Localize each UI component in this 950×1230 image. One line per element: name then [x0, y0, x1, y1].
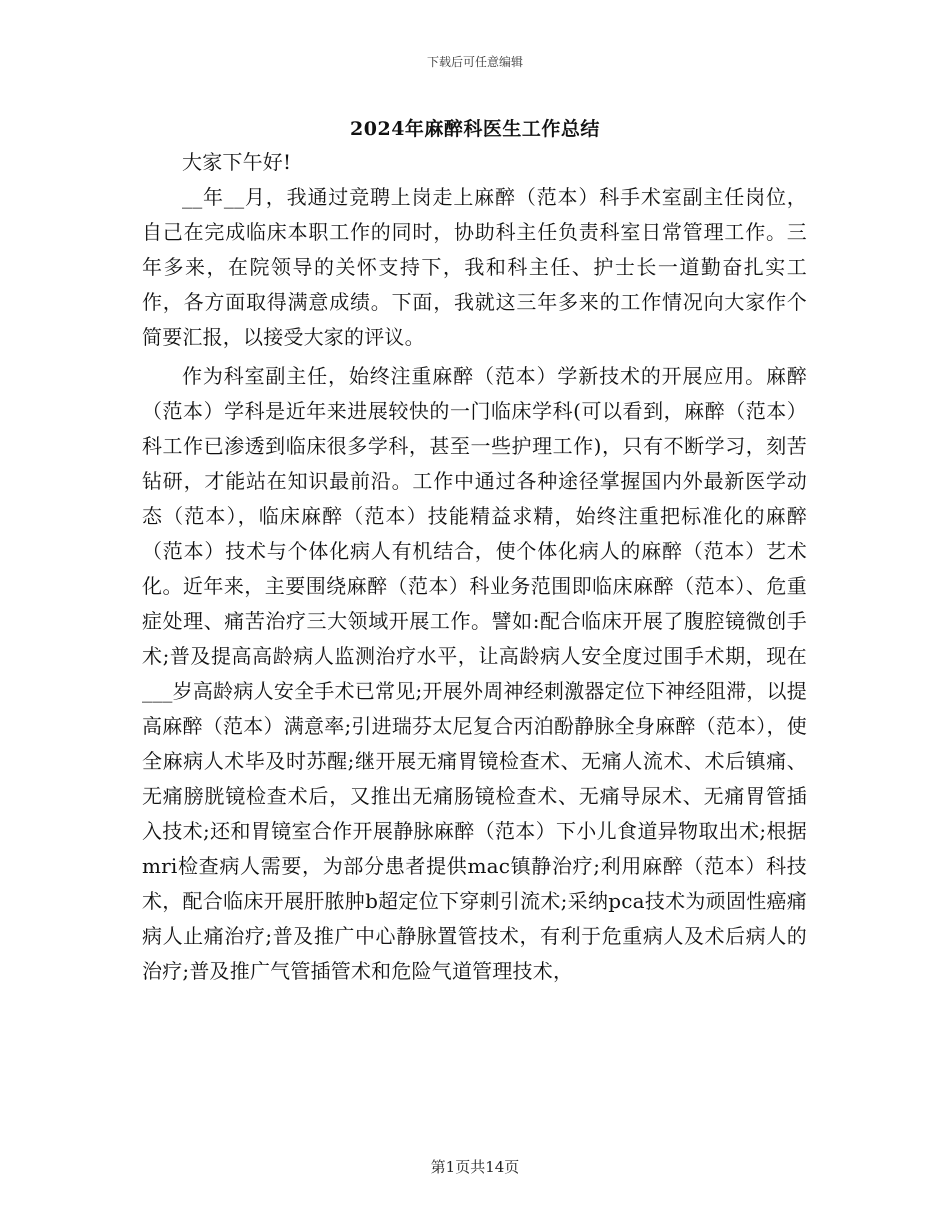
page-number: 第1页共14页 — [430, 1158, 520, 1176]
document-title: 2024年麻醉科医生工作总结 — [350, 118, 600, 140]
paragraph-greeting: 大家下午好! — [182, 150, 292, 174]
paragraph-new-technology: 作为科室副主任，始终注重麻醉（范本）学新技术的开展应用。麻醉（范本）学科是近年来进展较快的一门临床学科(可以看到，麻醉（范本）科工作已渗透到临床很多学科，甚至一些护理工作)，只有不断学习，刻苦钻研，才能站在知识最前沿。工作中通过各种途径掌握国内外最新医学动态（范本），临床麻醉（范本）技能精益求精，始终注重把标准化的麻醉（范本）技术与个体化病人有机结合，使个体化病人的麻醉（范本）艺术化。近年来，主要围绕麻醉（范本）科业务范围即临床麻醉（范本）、危重症处理、痛苦治疗三大领域开展工作。譬如:配合临床开展了腹腔镜微创手术;普及提高高龄病人监测治疗水平，让高龄病人安全度过围手术期，现在___岁高龄病人安全手术已常见;开展外周神经刺激器定位下神经阻滞，以提高麻醉（范本）满意率;引进瑞芬太尼复合丙泊酚静脉全身麻醉（范本），使全麻病人术毕及时苏醒;继开展无痛胃镜检查术、无痛人流术、术后镇痛、无痛膀胱镜检查术后，又推出无痛肠镜检查术、无痛导尿术、无痛胃管插入技术;还和胃镜室合作开展静脉麻醉（范本）下小儿食道异物取出术;根据mri检查病人需要，为部分患者提供mac镇静治疗;利用麻醉（范本）科技术，配合临床开展肝脓肿b超定位下穿刺引流术;采纳pca技术为顽固性癌痛病人止痛治疗;普及推广中心静脉置管技术，有利于危重病人及术后病人的治疗;普及推广气管插管术和危险气道管理技术， — [142, 364, 807, 983]
header-note: 下载后可任意编辑 — [426, 55, 523, 69]
document-body — [142, 145, 807, 989]
paragraph-intro: __年__月，我通过竞聘上岗走上麻醉（范本）科手术室副主任岗位，自己在完成临床本职工作的同时，协助科主任负责科室日常管理工作。三年多来，在院领导的关怀支持下，我和科主任、护士长一道勤奋扎实工作，各方面取得满意成绩。下面，我就这三年多来的工作情况向大家作个简要汇报，以接受大家的评议。 — [142, 185, 807, 349]
